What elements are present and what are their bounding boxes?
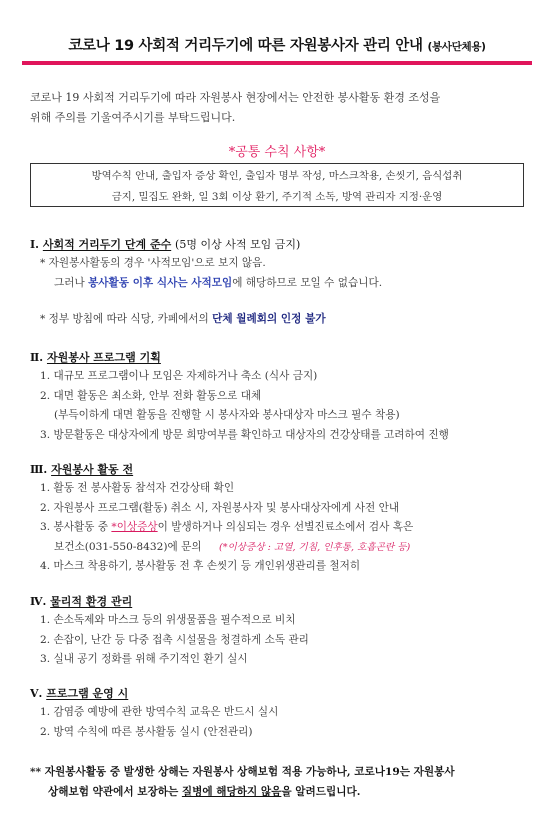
section-item: 1. 활동 전 봉사활동 참석자 건강상태 확인 [40, 482, 235, 494]
footer-line: ** 자원봉사활동 중 발생한 상해는 자원봉사 상해보험 적용 가능하나, 코로나19는 자원봉사 [30, 766, 455, 778]
section-item [30, 518, 530, 538]
section-item: 2. 자원봉사 프로그램(활동) 취소 시, 자원봉사자 및 봉사대상자에게 사전 안내 [40, 501, 400, 514]
section-item: 2. 대면 활동은 최소화, 안부 전화 활동으로 대체 [40, 389, 262, 402]
section-heading [30, 349, 530, 367]
item-highlight: 봉사활동 이후 식사는 사적모임 [88, 276, 233, 289]
section-1 [30, 236, 530, 330]
section-number: Ⅳ. [30, 595, 47, 608]
section-item: * 자원봉사활동의 경우 '사적모임'으로 보지 않음. [40, 257, 266, 269]
document-title [22, 34, 532, 55]
footer-text: 을 알려드립니다. [281, 786, 361, 798]
section-item: 2. 방역 수칙에 따른 봉사활동 실시 (안전관리) [40, 725, 253, 738]
item-highlight: *이상증상 [111, 521, 158, 534]
footer-text: 상해보험 약관에서 보장하는 [48, 786, 179, 798]
item-text: 그러나 [54, 276, 85, 289]
item-text: * 정부 방침에 따라 식당, 카페에서의 [40, 313, 209, 326]
section-item [30, 310, 530, 330]
footer-note [30, 762, 540, 802]
section-item [30, 538, 530, 558]
item-note: (*이상증상 : 고열, 기침, 인후통, 호흡곤란 등) [218, 541, 411, 553]
item-text: 에 해당하므로 모일 수 없습니다. [232, 276, 383, 289]
section-heading [30, 685, 530, 703]
section-item: 2. 손잡이, 난간 등 다중 접촉 시설물을 청결하게 소독 관리 [40, 633, 309, 646]
section-4 [30, 593, 530, 670]
item-text: 보건소(031-550-8432)에 문의 [54, 540, 202, 553]
section-note: (5명 이상 사적 모임 금지) [175, 238, 301, 251]
section-title: 물리적 환경 관리 [50, 595, 133, 608]
section-2 [30, 349, 530, 445]
intro-paragraph [30, 88, 530, 128]
section-item: 3. 방문활동은 대상자에게 방문 희망여부를 확인하고 대상자의 건강상태를 고려하여 진행 [40, 428, 449, 441]
section-title: 사회적 거리두기 단계 준수 [42, 238, 172, 251]
title-main: 코로나 19 사회적 거리두기에 따른 자원봉사자 관리 안내 [68, 38, 423, 54]
section-item [30, 274, 530, 294]
section-title: 자원봉사 프로그램 기획 [46, 351, 161, 364]
item-text: 이 발생하거나 의심되는 경우 선별진료소에서 검사 혹은 [157, 521, 414, 534]
item-text: 3. 봉사활동 중 [40, 521, 109, 534]
section-heading [30, 593, 530, 611]
common-rules-box [30, 163, 524, 207]
common-rules-line: 금지, 밀집도 완화, 일 3회 이상 환기, 주기적 소독, 방역 관리자 지정·운영 [111, 191, 443, 203]
section-number: Ⅲ. [30, 463, 48, 476]
item-highlight: 단체 월례회의 인정 불가 [212, 313, 326, 326]
footer-line [30, 782, 540, 802]
intro-line: 코로나 19 사회적 거리두기에 따라 자원봉사 현장에서는 안전한 봉사활동 환경 조성을 [30, 91, 441, 104]
title-sub: (봉사단체용) [427, 41, 486, 53]
section-item: 1. 감염증 예방에 관한 방역수칙 교육은 반드시 실시 [40, 706, 279, 718]
common-rules-line: 방역수칙 안내, 출입자 증상 확인, 출입자 명부 작성, 마스크착용, 손씻기, 음식섭취 [91, 170, 463, 182]
section-item: 3. 실내 공기 정화를 위해 주기적인 환기 실시 [40, 653, 248, 666]
section-item: 1. 손소독제와 마스크 등의 위생물품을 필수적으로 비치 [40, 614, 296, 626]
section-3 [30, 461, 530, 577]
footer-underlined: 질병에 해당하지 않음 [181, 786, 282, 798]
section-item: (부득이하게 대면 활동을 진행할 시 봉사자와 봉사대상자 마스크 필수 착용) [54, 409, 400, 422]
section-heading [30, 236, 530, 254]
title-divider [22, 61, 532, 65]
section-number: Ⅱ. [30, 351, 44, 364]
section-number: Ⅰ. [30, 238, 39, 251]
section-item: 4. 마스크 착용하기, 봉사활동 전 후 손씻기 등 개인위생관리를 철저히 [40, 560, 361, 573]
common-rules-heading: *공통 수칙 사항* [228, 145, 326, 160]
section-title: 프로그램 운영 시 [46, 687, 129, 700]
section-title: 자원봉사 활동 전 [51, 463, 134, 476]
section-heading [30, 461, 530, 479]
section-5 [30, 685, 530, 742]
intro-line: 위해 주의를 기울여주시기를 부탁드립니다. [30, 111, 236, 124]
section-number: Ⅴ. [30, 687, 43, 700]
section-item: 1. 대규모 프로그램이나 모임은 자제하거나 축소 (식사 금지) [40, 370, 318, 382]
